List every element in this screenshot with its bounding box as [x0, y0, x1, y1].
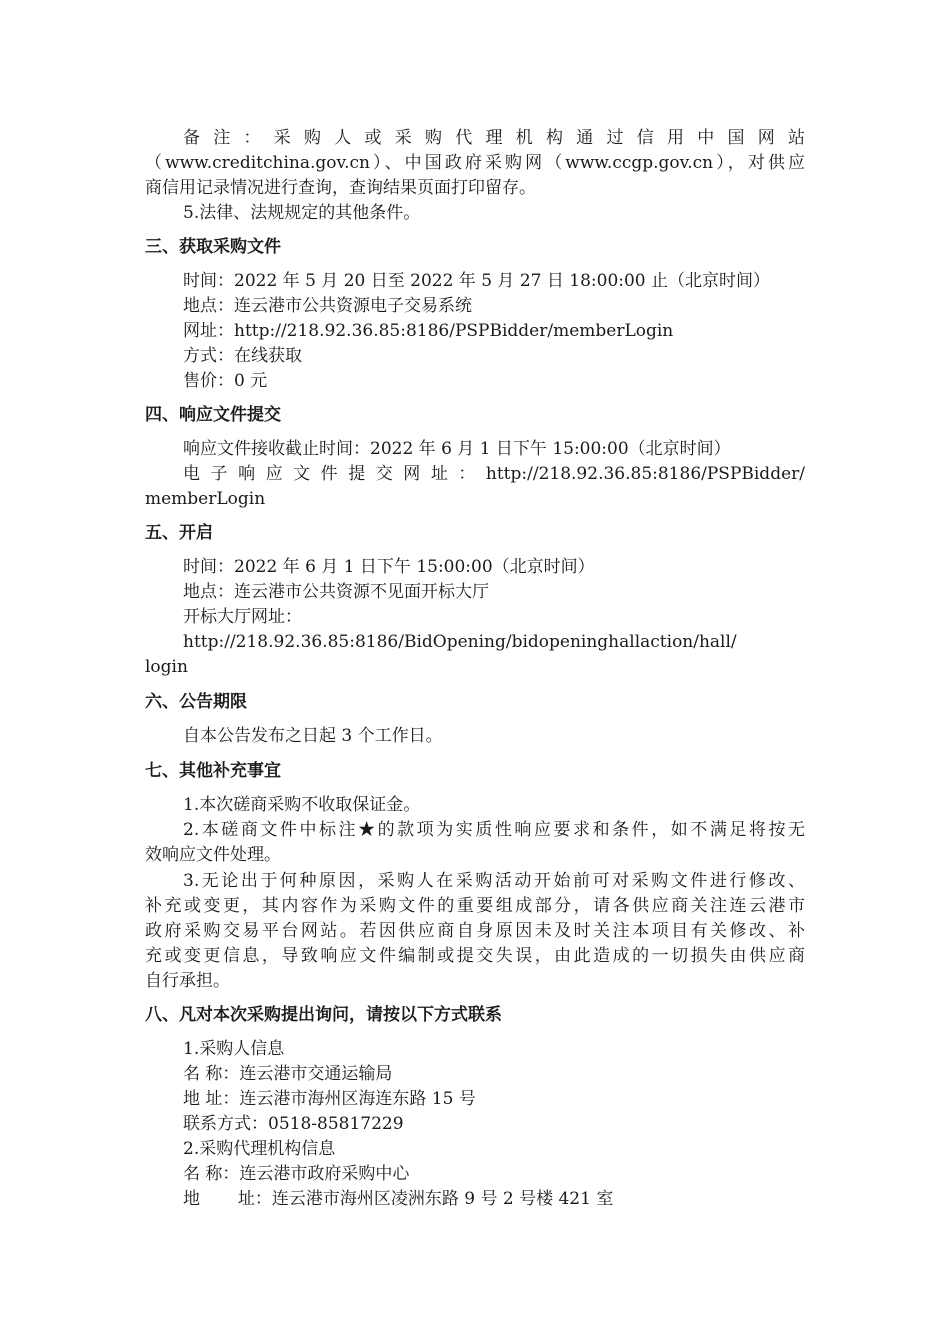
remark-line-2: （www.creditchina.gov.cn）、中国政府采购网（www.ccgp.gov.cn），对供应 [145, 153, 805, 173]
section-4-heading: 四、响应文件提交 [145, 405, 281, 425]
section-5-hall-url-line-2: login [145, 657, 188, 677]
section-7-item-3-line-5: 自行承担。 [145, 971, 230, 991]
section-6-heading: 六、公告期限 [145, 692, 247, 712]
section-4-url-line-2: memberLogin [145, 489, 266, 509]
section-3-heading: 三、获取采购文件 [145, 237, 281, 257]
section-8-agent-name: 名 称：连云港市政府采购中心 [183, 1164, 410, 1184]
section-3-url: 网址：http://218.92.36.85:8186/PSPBidder/memberLogin [183, 321, 674, 341]
section-7-item-1: 1.本次磋商采购不收取保证金。 [183, 795, 421, 815]
section-8-agent-address: 地 址：连云港市海州区凌洲东路 9 号 2 号楼 421 室 [183, 1189, 614, 1209]
condition-item-5: 5.法律、法规规定的其他条件。 [183, 203, 421, 223]
section-7-item-2-line-1: 2.本磋商文件中标注★的款项为实质性响应要求和条件，如不满足将按无 [183, 820, 805, 840]
section-5-hall-label: 开标大厅网址： [183, 607, 302, 627]
section-7-item-2-line-2: 效响应文件处理。 [145, 845, 281, 865]
section-3-price: 售价：0 元 [183, 371, 268, 391]
remark-line-1: 备注：采购人或采购代理机构通过信用中国网站 [183, 128, 805, 148]
section-8-buyer-contact: 联系方式：0518-85817229 [183, 1114, 404, 1134]
section-7-item-3-line-4: 充或变更信息，导致响应文件编制或提交失误，由此造成的一切损失由供应商 [145, 946, 805, 966]
section-3-time: 时间：2022 年 5 月 20 日至 2022 年 5 月 27 日 18:00:00 止（北京时间） [183, 271, 771, 291]
section-7-heading: 七、其他补充事宜 [145, 761, 281, 781]
remark-line-3: 商信用记录情况进行查询，查询结果页面打印留存。 [145, 178, 536, 198]
section-7-item-3-line-3: 政府采购交易平台网站。若因供应商自身原因未及时关注本项目有关修改、补 [145, 921, 805, 941]
section-8-agent-title: 2.采购代理机构信息 [183, 1139, 336, 1159]
section-8-heading: 八、凡对本次采购提出询问，请按以下方式联系 [145, 1005, 502, 1025]
section-3-place: 地点：连云港市公共资源电子交易系统 [183, 296, 472, 316]
section-5-time: 时间：2022 年 6 月 1 日下午 15:00:00（北京时间） [183, 557, 595, 577]
section-7-item-3-line-2: 补充或变更，其内容作为采购文件的重要组成部分，请各供应商关注连云港市 [145, 896, 805, 916]
section-5-hall-url-line-1: http://218.92.36.85:8186/BidOpening/bidopeninghallaction/hall/ [183, 632, 737, 652]
section-4-url-line-1: 电子响应文件提交网址：http://218.92.36.85:8186/PSPBidder/ [183, 464, 805, 484]
section-5-place: 地点：连云港市公共资源不见面开标大厅 [183, 582, 489, 602]
section-6-text: 自本公告发布之日起 3 个工作日。 [183, 726, 443, 746]
section-5-heading: 五、开启 [145, 523, 213, 543]
section-8-buyer-title: 1.采购人信息 [183, 1039, 285, 1059]
section-8-buyer-address: 地 址：连云港市海州区海连东路 15 号 [183, 1089, 476, 1109]
section-7-item-3-line-1: 3.无论出于何种原因，采购人在采购活动开始前可对采购文件进行修改、 [183, 871, 805, 891]
section-4-deadline: 响应文件接收截止时间：2022 年 6 月 1 日下午 15:00:00（北京时间） [183, 439, 731, 459]
section-8-buyer-name: 名 称：连云港市交通运输局 [183, 1064, 393, 1084]
section-3-method: 方式：在线获取 [183, 346, 302, 366]
